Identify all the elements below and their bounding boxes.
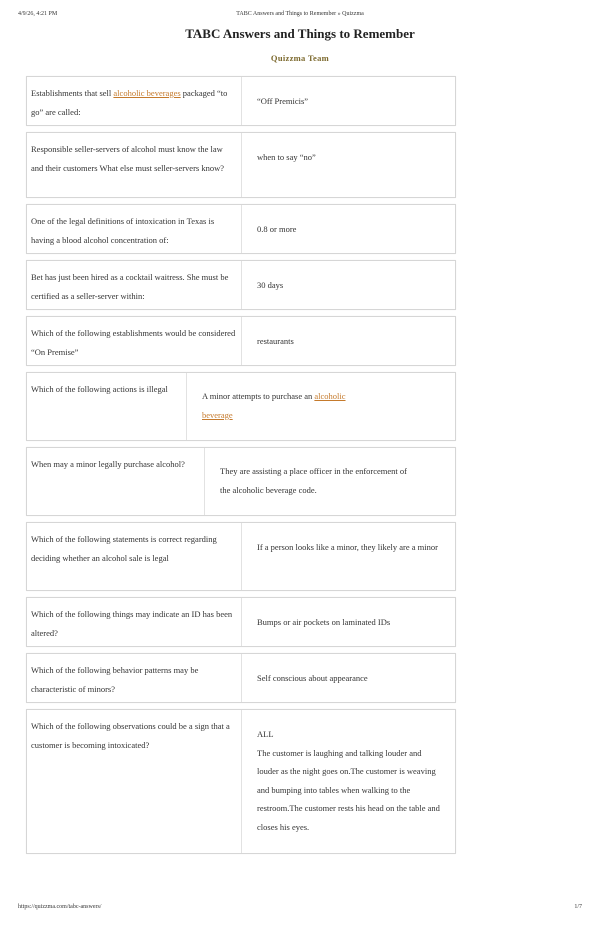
print-title: TABC Answers and Things to Remember » Quizzma bbox=[236, 11, 364, 17]
qa-answer bbox=[187, 373, 455, 440]
print-footer bbox=[18, 904, 582, 914]
answer-text: 30 days bbox=[257, 280, 284, 290]
answer-text: A minor attempts to purchase an bbox=[202, 391, 315, 401]
qa-answer bbox=[242, 261, 455, 309]
question-text: packaged “to go” are called: bbox=[31, 88, 228, 117]
answer-text: The customer is laughing and talking louder and louder as the night goes on.The customer is weaving and bumping into tables when walking to the restroom.The customer rests his head on the table and closes his eyes. bbox=[257, 747, 440, 832]
question-text: Which of the following establishments would be considered “On Premise” bbox=[31, 328, 236, 357]
page-title: TABC Answers and Things to Remember bbox=[185, 26, 415, 41]
question-text: Bet has just been hired as a cocktail waitress. She must be certified as a seller-server within: bbox=[31, 272, 229, 301]
qa-question bbox=[27, 448, 205, 515]
print-header bbox=[18, 11, 582, 21]
qa-question bbox=[27, 373, 187, 440]
qa-answer bbox=[242, 77, 455, 125]
answer-text: Self conscious about appearance bbox=[257, 673, 368, 683]
answer-text: 0.8 or more bbox=[257, 224, 297, 234]
question-text: Which of the following behavior patterns may be characteristic of minors? bbox=[31, 665, 199, 694]
qa-answer bbox=[242, 598, 455, 646]
qa-answer bbox=[242, 523, 455, 590]
alcoholic-beverage-link[interactable]: alcoholic beverage bbox=[202, 391, 346, 420]
qa-question bbox=[27, 598, 242, 646]
answer-text: If a person looks like a minor, they likely are a minor bbox=[257, 542, 438, 552]
qa-question bbox=[27, 654, 242, 702]
qa-answer bbox=[242, 133, 455, 197]
print-date: 4/9/26, 4:21 PM bbox=[18, 11, 58, 17]
question-text: Which of the following statements is correct regarding deciding whether an alcohol sale is legal bbox=[31, 534, 217, 563]
qa-card bbox=[26, 316, 456, 366]
question-text: One of the legal definitions of intoxication in Texas is having a blood alcohol concentration of: bbox=[31, 216, 215, 245]
answer-text: “Off Premicis” bbox=[257, 96, 309, 106]
qa-card bbox=[26, 597, 456, 647]
qa-answer bbox=[242, 317, 455, 365]
qa-question bbox=[27, 317, 242, 365]
qa-answer bbox=[242, 205, 455, 253]
question-text: Responsible seller-servers of alcohol must know the law and their customers What else must seller-servers know? bbox=[31, 144, 224, 173]
qa-card bbox=[26, 76, 456, 126]
qa-card bbox=[26, 204, 456, 254]
question-text: Which of the following observations could be a sign that a customer is becoming intoxicated? bbox=[31, 721, 230, 750]
author-name[interactable]: Quizzma Team bbox=[270, 53, 330, 63]
answer-all-label: ALL bbox=[257, 729, 274, 739]
question-text: When may a minor legally purchase alcohol? bbox=[31, 459, 185, 469]
qa-card bbox=[26, 132, 456, 198]
qa-question bbox=[27, 710, 242, 853]
qa-answer bbox=[205, 448, 455, 515]
qa-card bbox=[26, 522, 456, 591]
qa-question bbox=[27, 77, 242, 125]
qa-question bbox=[27, 205, 242, 253]
qa-answer bbox=[242, 654, 455, 702]
qa-card bbox=[26, 447, 456, 516]
qa-question bbox=[27, 133, 242, 197]
question-text: Which of the following actions is illegal bbox=[31, 384, 168, 394]
answer-text: Bumps or air pockets on laminated IDs bbox=[257, 617, 391, 627]
page-number: 1/7 bbox=[574, 904, 582, 910]
qa-card bbox=[26, 372, 456, 441]
qa-question bbox=[27, 261, 242, 309]
qa-card bbox=[26, 709, 456, 854]
answer-text: They are assisting a place officer in the enforcement of the alcoholic beverage code. bbox=[220, 466, 407, 495]
answer-text: restaurants bbox=[257, 336, 294, 346]
answer-text: when to say “no” bbox=[257, 152, 316, 162]
qa-answer bbox=[242, 710, 455, 853]
question-text: Which of the following things may indicate an ID has been altered? bbox=[31, 609, 233, 638]
alcoholic-beverages-link[interactable]: alcoholic beverages bbox=[113, 88, 181, 98]
qa-question bbox=[27, 523, 242, 590]
qa-card bbox=[26, 653, 456, 703]
question-text: Establishments that sell bbox=[31, 88, 114, 98]
qa-card bbox=[26, 260, 456, 310]
page-url: https://quizzma.com/tabc-answers/ bbox=[18, 904, 102, 910]
